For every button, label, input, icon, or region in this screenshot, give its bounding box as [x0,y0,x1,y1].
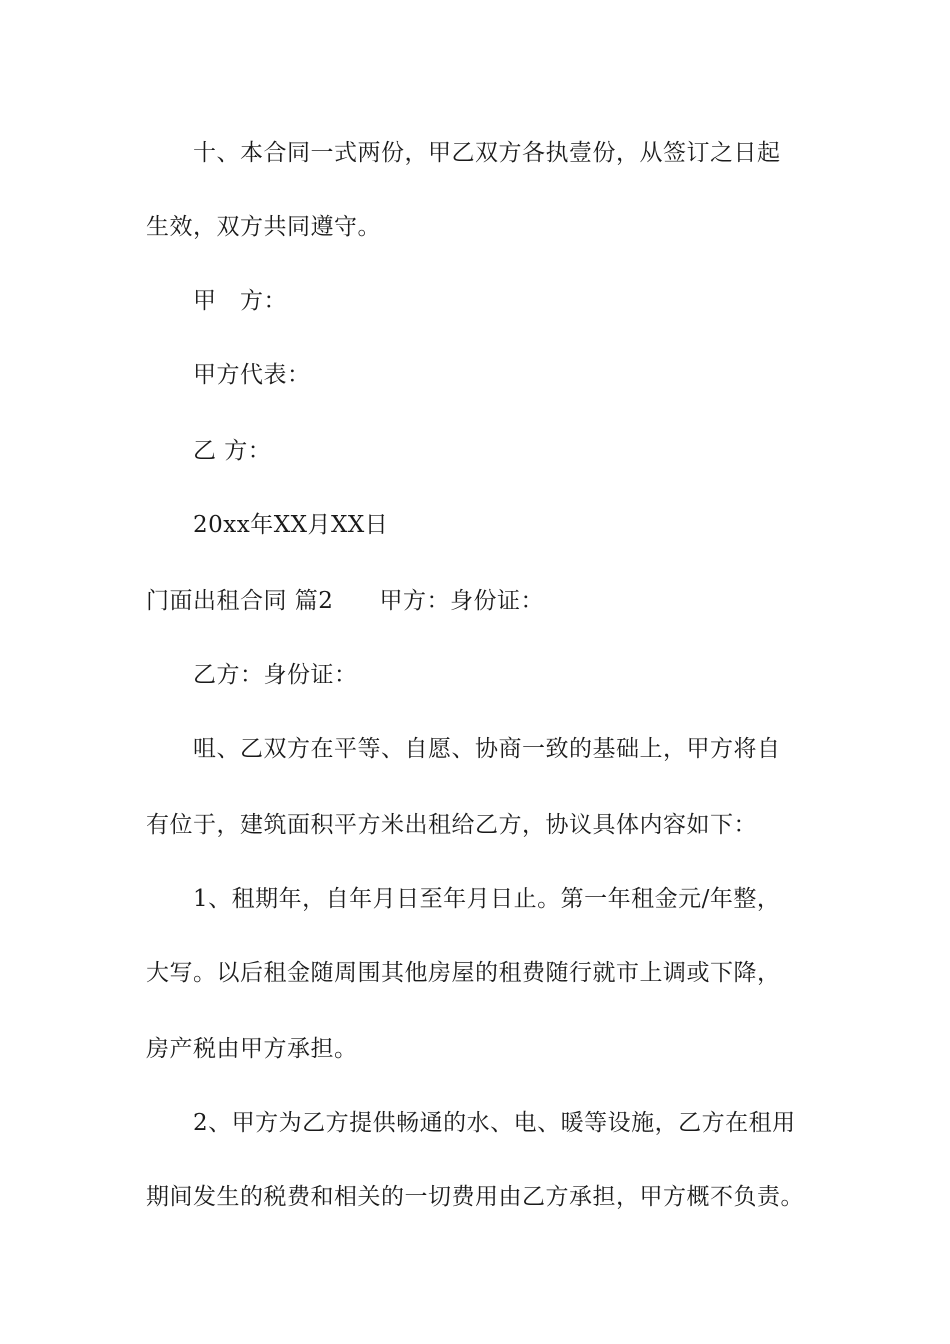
clause-1-line-3: 房产税由甲方承担。 [146,1036,358,1062]
preamble-line-2: 有位于，建筑面积平方米出租给乙方，协议具体内容如下： [146,812,757,838]
party-a-representative-label: 甲方代表： [193,362,311,388]
contract-2-title: 门面出租合同 篇2 [146,588,334,614]
party-a-id-label: 甲方：身份证： [379,588,544,614]
clause-2-line-1: 2、甲方为乙方提供畅通的水、电、暖等设施，乙方在租用 [193,1110,796,1136]
party-b-label: 乙 方： [193,438,272,464]
clause-2-line-2: 期间发生的税费和相关的一切费用由乙方承担，甲方概不负责。 [146,1184,804,1210]
party-b-id-label: 乙方：身份证： [193,662,358,688]
contract-2-heading-row [146,586,826,616]
party-a-label: 甲 方： [193,288,287,314]
signing-date: 20xx年XX月XX日 [193,512,389,538]
clause-1-line-2: 大写。以后租金随周围其他房屋的租费随行就市上调或下降， [146,960,781,986]
clause-10-line-2: 生效，双方共同遵守。 [146,214,381,240]
clause-1-line-1: 1、租期年，自年月日至年月日止。第一年租金元/年整， [193,886,781,912]
clause-10-line-1: 十、本合同一式两份，甲乙双方各执壹份，从签订之日起 [193,140,781,166]
preamble-line-1: 咀、乙双方在平等、自愿、协商一致的基础上，甲方将自 [193,736,781,762]
